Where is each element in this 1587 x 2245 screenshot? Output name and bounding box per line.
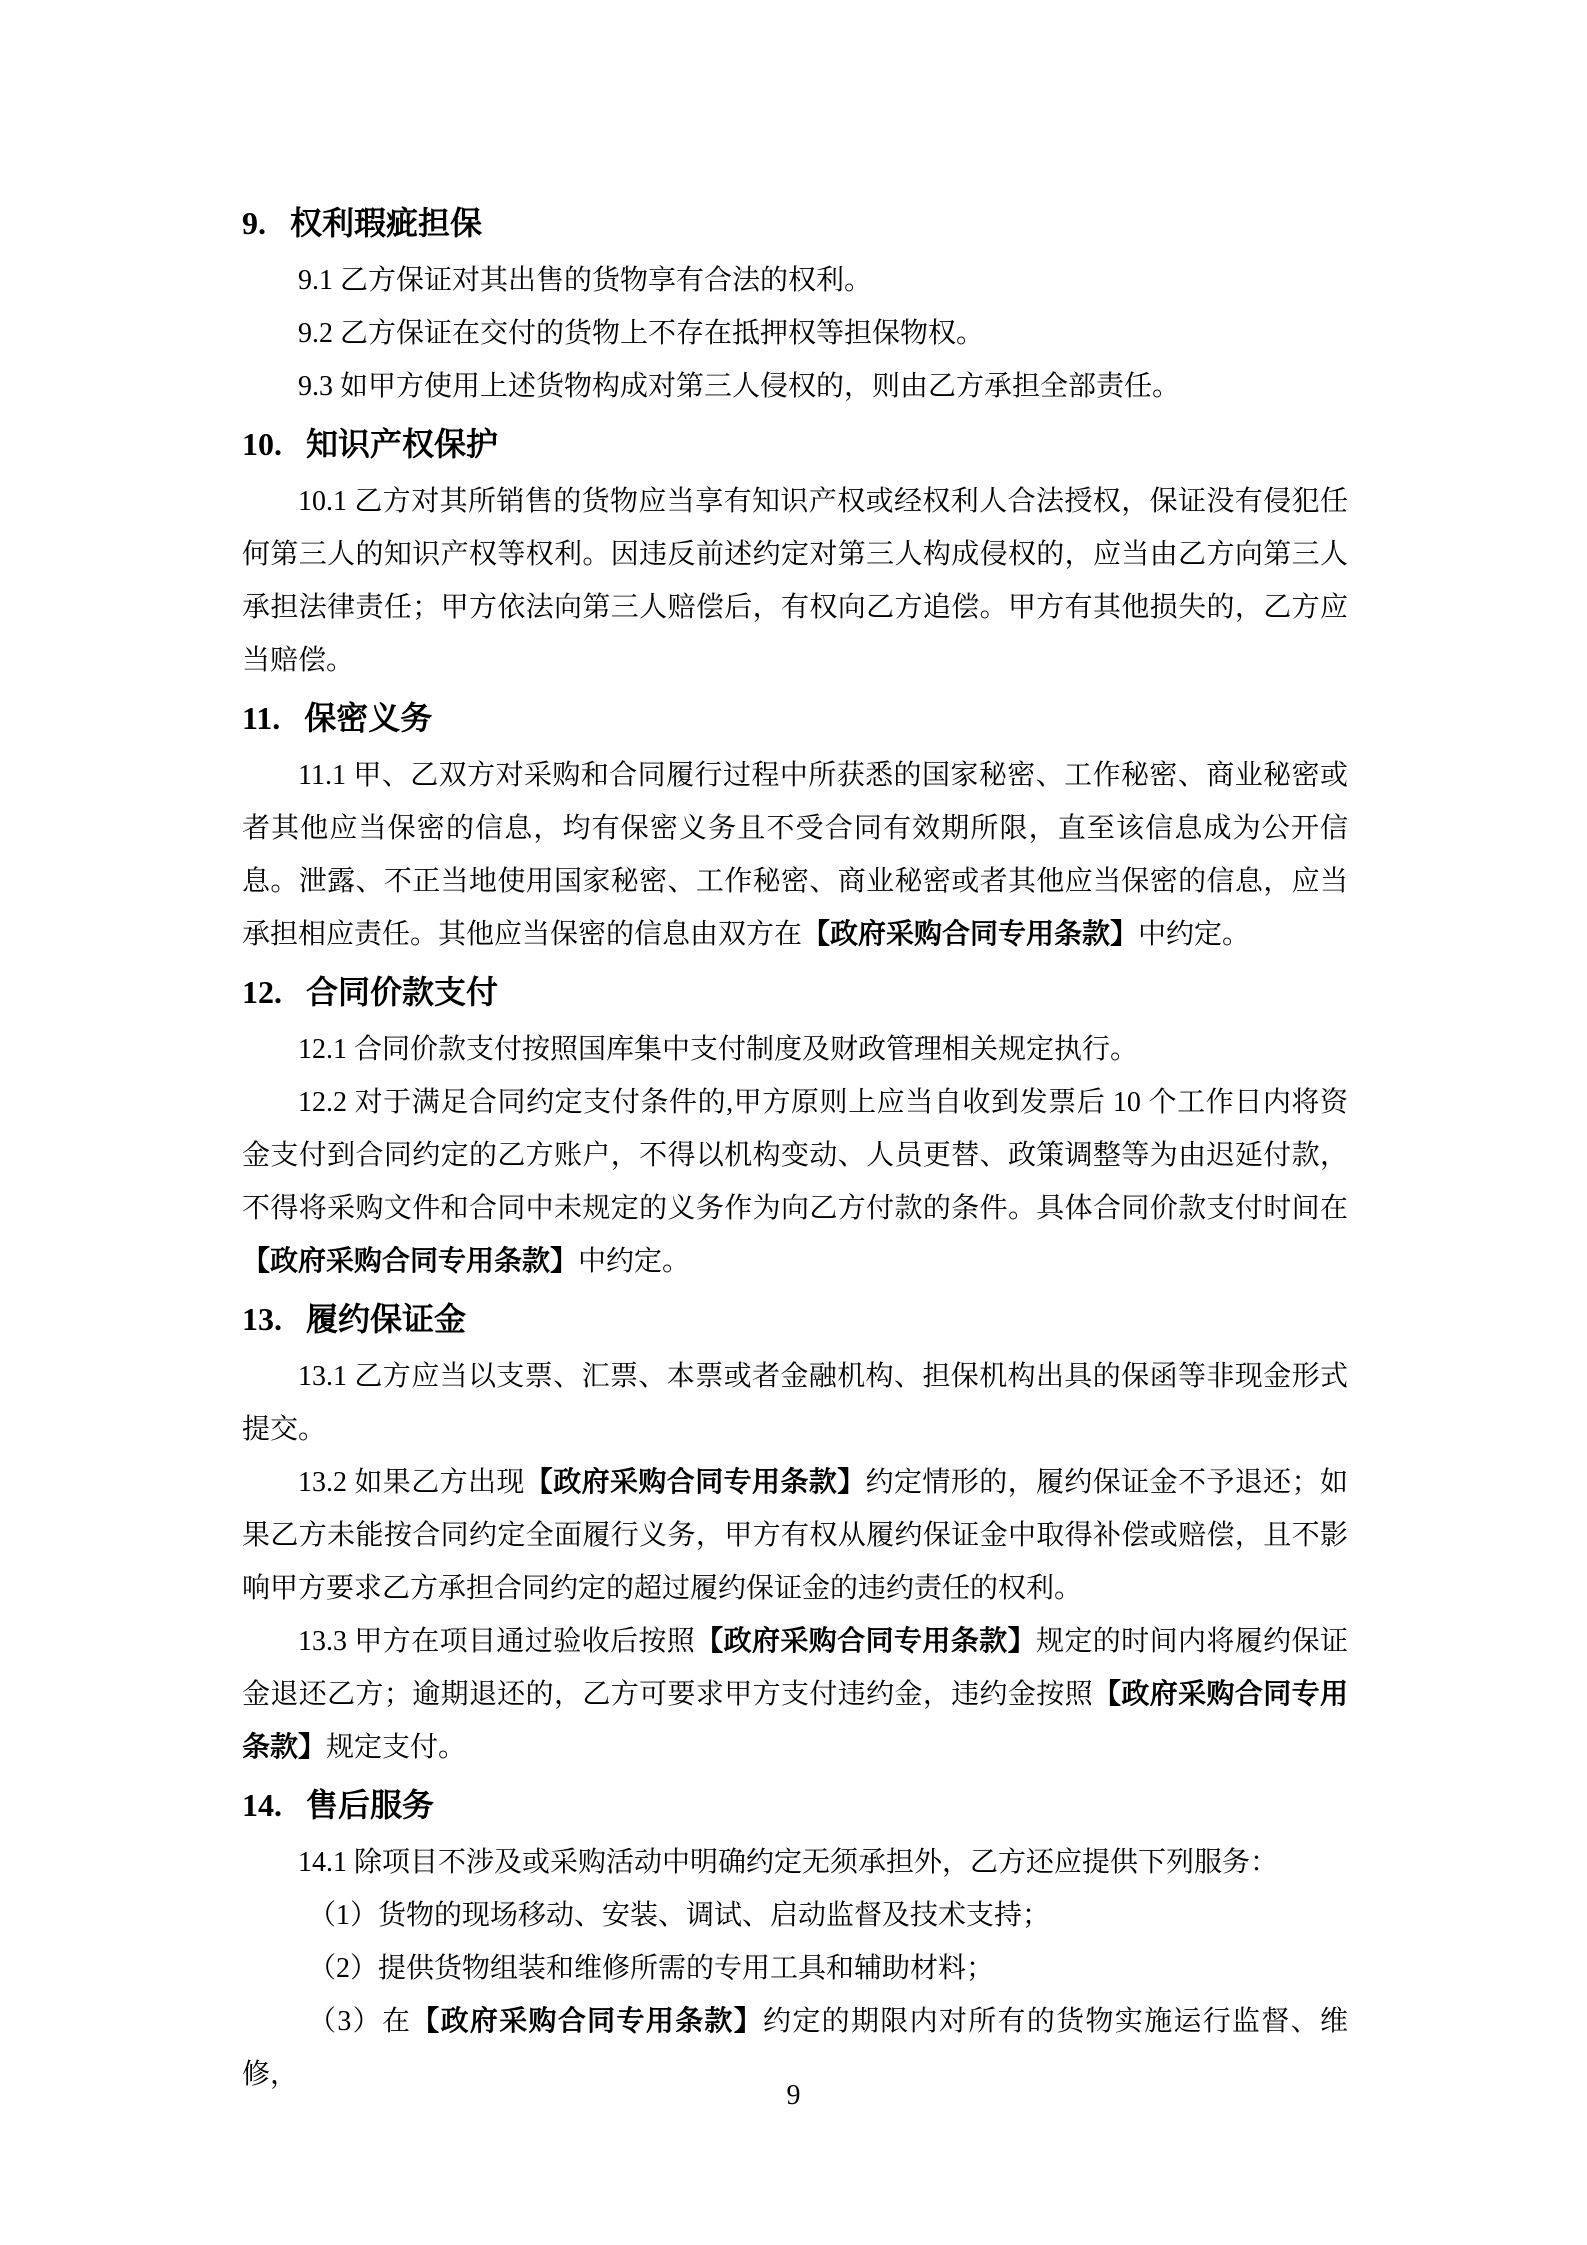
- section-number: 10.: [242, 426, 282, 462]
- clause-paragraph: [242, 360, 1348, 413]
- section-number: 12.: [242, 974, 282, 1010]
- clause-paragraph: [242, 1076, 1348, 1288]
- clause-paragraph: [242, 254, 1348, 307]
- section-title: 售后服务: [306, 1787, 435, 1823]
- text-run: （1）货物的现场移动、安装、调试、启动监督及技术支持；: [308, 1900, 1051, 1931]
- text-run: （2）提供货物组装和维修所需的专用工具和辅助材料；: [308, 1953, 995, 1984]
- text-run: 9.1 乙方保证对其出售的货物享有合法的权利。: [298, 265, 873, 296]
- text-run: 约定情形的，履约保证金不予退还；如果乙方未能按合同约定全面履行义务，甲方有权从履约保证金中取得补偿或赔偿，且不影响甲方要求乙方承担合同约定的超过履约保证金的违约责任的权利。: [242, 1467, 1348, 1604]
- list-item: [242, 1889, 1348, 1942]
- text-run: （3）在: [308, 2006, 412, 2037]
- emphasized-term: 【政府采购合同专用条款】: [695, 1626, 1036, 1657]
- emphasized-term: 【政府采购合同专用条款】: [242, 1679, 1348, 1763]
- emphasized-term: 【政府采购合同专用条款】: [802, 919, 1139, 950]
- text-run: 10.1 乙方对其所销售的货物应当享有知识产权或经权利人合法授权，保证没有侵犯任何第三人的知识产权等权利。因违反前述约定对第三人构成侵权的，应当由乙方向第三人承担法律责任；甲方依法向第三人赔偿后，有权向乙方追偿。甲方有其他损失的，乙方应当赔偿。: [242, 486, 1348, 676]
- clause-paragraph: [242, 475, 1348, 687]
- emphasized-term: 【政府采购合同专用条款】: [524, 1467, 866, 1498]
- text-run: 14.1 除项目不涉及或采购活动中明确约定无须承担外，乙方还应提供下列服务：: [298, 1847, 1279, 1878]
- section-heading: [242, 1774, 1348, 1836]
- text-run: 13.2 如果乙方出现: [298, 1467, 525, 1498]
- page-number: 9: [786, 2080, 801, 2111]
- text-run: 中约定。: [578, 1246, 691, 1277]
- clause-paragraph: [242, 749, 1348, 961]
- section-title: 保密义务: [304, 700, 433, 736]
- clause-paragraph: [242, 1023, 1348, 1076]
- page-footer: [0, 2078, 1587, 2114]
- text-run: 约定的期限内对所有的货物实施运行监督、维修，: [242, 2006, 1348, 2090]
- text-run: 11.1 甲、乙双方对采购和合同履行过程中所获悉的国家秘密、工作秘密、商业秘密或者其他应当保密的信息，均有保密义务且不受合同有效期所限，直至该信息成为公开信息。泄露、不正当地使用国家秘密、工作秘密、商业秘密或者其他应当保密的信息，应当承担相应责任。其他应当保密的信息由双方在: [242, 760, 1348, 950]
- text-run: 中约定。: [1138, 919, 1251, 950]
- section-number: 14.: [242, 1787, 282, 1823]
- text-run: 13.1 乙方应当以支票、汇票、本票或者金融机构、担保机构出具的保函等非现金形式提交。: [242, 1361, 1348, 1445]
- contract-body: [242, 192, 1348, 2101]
- section-number: 11.: [242, 700, 281, 736]
- section-heading: [242, 413, 1348, 475]
- clause-paragraph: [242, 1836, 1348, 1889]
- section-title: 履约保证金: [306, 1301, 467, 1337]
- text-run: 规定支付。: [326, 1732, 467, 1763]
- section-title: 知识产权保护: [306, 426, 499, 462]
- section-heading: [242, 192, 1348, 254]
- section-heading: [242, 1288, 1348, 1350]
- section-number: 9.: [242, 205, 266, 241]
- clause-paragraph: [242, 307, 1348, 360]
- section-title: 合同价款支付: [306, 974, 499, 1010]
- emphasized-term: 【政府采购合同专用条款】: [242, 1246, 579, 1277]
- clause-paragraph: [242, 1615, 1348, 1774]
- section-heading: [242, 687, 1348, 749]
- list-item: [242, 1942, 1348, 1995]
- text-run: 9.3 如甲方使用上述货物构成对第三人侵权的，则由乙方承担全部责任。: [298, 371, 1181, 402]
- text-run: 13.3 甲方在项目通过验收后按照: [298, 1626, 696, 1657]
- section-number: 13.: [242, 1301, 282, 1337]
- section-title: 权利瑕疵担保: [290, 205, 483, 241]
- text-run: 12.1 合同价款支付按照国库集中支付制度及财政管理相关规定执行。: [298, 1034, 1139, 1065]
- text-run: 12.2 对于满足合同约定支付条件的,甲方原则上应当自收到发票后 10 个工作日内将资金支付到合同约定的乙方账户，不得以机构变动、人员更替、政策调整等为由迟延付款，不得将采购文件和合同中未规定的义务作为向乙方付款的条件。具体合同价款支付时间在: [242, 1087, 1348, 1224]
- section-heading: [242, 961, 1348, 1023]
- emphasized-term: 【政府采购合同专用条款】: [411, 2006, 764, 2037]
- text-run: 规定的时间内将履约保证金退还乙方；逾期退还的，乙方可要求甲方支付违约金，违约金按照: [242, 1626, 1348, 1710]
- clause-paragraph: [242, 1456, 1348, 1615]
- clause-paragraph: [242, 1350, 1348, 1456]
- text-run: 9.2 乙方保证在交付的货物上不存在抵押权等担保物权。: [298, 318, 985, 349]
